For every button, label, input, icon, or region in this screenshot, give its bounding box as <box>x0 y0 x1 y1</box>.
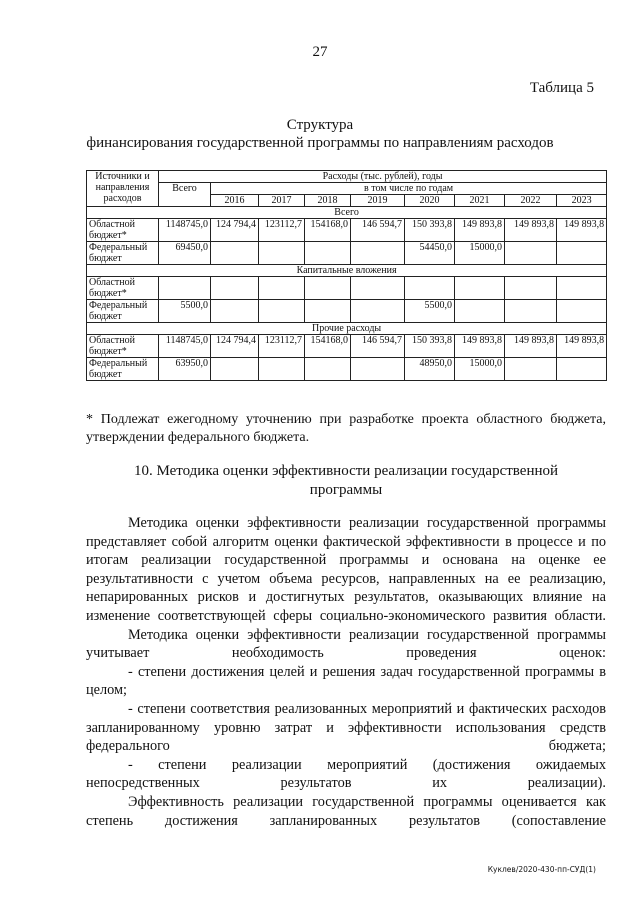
row-value <box>305 242 351 265</box>
table-row <box>87 242 607 265</box>
paragraph: Методика оценки эффективности реализации государственной программы представляет собой алгоритм оценки фактической эффективности в процессе и по итогам реализации государственной программы и основана на оценке ее результативности с учетом объема ресурсов, направленных на ее реализацию, непарированных рисков и достигнутых результатов, оказывающих влияние на изменение соответствующей сферы социально-экономического развития области. <box>86 515 606 624</box>
row-value <box>259 242 305 265</box>
row-value <box>455 277 505 300</box>
financing-table <box>86 170 607 381</box>
row-label: Федеральный бюджет <box>87 242 159 265</box>
header-year: 2017 <box>259 195 305 207</box>
table-title <box>0 116 640 152</box>
table-row <box>87 335 607 358</box>
row-value <box>259 358 305 381</box>
table-row <box>87 219 607 242</box>
row-total: 1148745,0 <box>159 335 211 358</box>
footer-document-code: Куклев/2020-430-пп-СУД(1) <box>487 865 596 874</box>
table-footnote: * Подлежат ежегодному уточнению при разработке проекта областного бюджета, утверждении федерального бюджета. <box>86 412 606 445</box>
row-value <box>505 277 557 300</box>
table-row <box>87 277 607 300</box>
row-value: 146 594,7 <box>351 335 405 358</box>
paragraph: - степени реализации мероприятий (достижения ожидаемых непосредственных результатов их реализации). <box>86 756 606 792</box>
section-title <box>86 462 606 500</box>
row-value: 15000,0 <box>455 242 505 265</box>
row-value <box>305 300 351 323</box>
row-value: 149 893,8 <box>557 219 607 242</box>
row-value: 48950,0 <box>405 358 455 381</box>
row-total: 69450,0 <box>159 242 211 265</box>
header-year: 2021 <box>455 195 505 207</box>
section-title-line-1: 10. Методика оценки эффективности реализации государственной <box>133 463 559 479</box>
table-row <box>87 300 607 323</box>
row-value <box>351 277 405 300</box>
row-label: Федеральный бюджет <box>87 300 159 323</box>
row-value <box>557 358 607 381</box>
page-number: 27 <box>312 44 328 60</box>
row-value <box>211 300 259 323</box>
row-value <box>305 277 351 300</box>
row-value: 5500,0 <box>405 300 455 323</box>
header-year: 2022 <box>505 195 557 207</box>
section-title-cell: Всего <box>87 207 607 219</box>
row-total: 5500,0 <box>159 300 211 323</box>
row-total: 1148745,0 <box>159 219 211 242</box>
paragraph: - степени соответствия реализованных мероприятий и фактических расходов запланированному уровню затрат и эффективности использования средств федерального бюджета; <box>86 700 606 755</box>
row-value <box>351 242 405 265</box>
header-sources: Источники и направления расходов <box>87 171 159 207</box>
header-year: 2020 <box>405 195 455 207</box>
row-value <box>405 277 455 300</box>
row-value: 15000,0 <box>455 358 505 381</box>
row-value: 150 393,8 <box>405 219 455 242</box>
body-text <box>86 514 606 830</box>
section-row <box>87 265 607 277</box>
row-value <box>211 358 259 381</box>
row-value <box>259 277 305 300</box>
row-value <box>351 358 405 381</box>
row-label: Областной бюджет* <box>87 277 159 300</box>
row-value: 154168,0 <box>305 219 351 242</box>
header-including: в том числе по годам <box>211 183 607 195</box>
paragraph: Методика оценки эффективности реализации государственной программы учитывает необходимость проведения оценок: <box>86 626 606 662</box>
row-value <box>211 277 259 300</box>
table-title-line-2: финансирования государственной программы по направлениям расходов <box>86 135 554 151</box>
table-header-row-2 <box>87 183 607 195</box>
table-label: Таблица 5 <box>529 80 594 96</box>
row-value: 54450,0 <box>405 242 455 265</box>
row-value: 149 893,8 <box>455 335 505 358</box>
row-value: 123112,7 <box>259 219 305 242</box>
row-value <box>455 300 505 323</box>
table-title-line-1: Структура <box>286 117 354 133</box>
section-title-cell: Капитальные вложения <box>87 265 607 277</box>
row-value: 124 794,4 <box>211 219 259 242</box>
paragraph: Эффективность реализации государственной программы оценивается как степень достижения запланированных результатов (сопоставление <box>86 793 606 829</box>
row-value: 149 893,8 <box>505 335 557 358</box>
section-row <box>87 323 607 335</box>
row-value <box>505 358 557 381</box>
row-value: 150 393,8 <box>405 335 455 358</box>
table-header-row-1 <box>87 171 607 183</box>
header-year: 2018 <box>305 195 351 207</box>
section-row <box>87 207 607 219</box>
row-value <box>259 300 305 323</box>
row-value: 146 594,7 <box>351 219 405 242</box>
row-label: Областной бюджет* <box>87 219 159 242</box>
row-value: 124 794,4 <box>211 335 259 358</box>
table-row <box>87 358 607 381</box>
row-value: 149 893,8 <box>505 219 557 242</box>
row-value <box>557 242 607 265</box>
row-value: 149 893,8 <box>557 335 607 358</box>
row-value: 149 893,8 <box>455 219 505 242</box>
row-label: Областной бюджет* <box>87 335 159 358</box>
header-total: Всего <box>159 183 211 207</box>
row-value <box>305 358 351 381</box>
row-value <box>505 242 557 265</box>
section-title-line-2: программы <box>309 482 383 498</box>
row-value <box>505 300 557 323</box>
header-year: 2019 <box>351 195 405 207</box>
row-value <box>557 277 607 300</box>
section-title-cell: Прочие расходы <box>87 323 607 335</box>
row-label: Федеральный бюджет <box>87 358 159 381</box>
row-value: 154168,0 <box>305 335 351 358</box>
header-year: 2016 <box>211 195 259 207</box>
row-total <box>159 277 211 300</box>
row-value <box>351 300 405 323</box>
row-value <box>211 242 259 265</box>
header-expenses: Расходы (тыс. рублей), годы <box>159 171 607 183</box>
row-value <box>557 300 607 323</box>
row-total: 63950,0 <box>159 358 211 381</box>
header-year: 2023 <box>557 195 607 207</box>
row-value: 123112,7 <box>259 335 305 358</box>
paragraph: - степени достижения целей и решения задач государственной программы в целом; <box>86 663 606 699</box>
